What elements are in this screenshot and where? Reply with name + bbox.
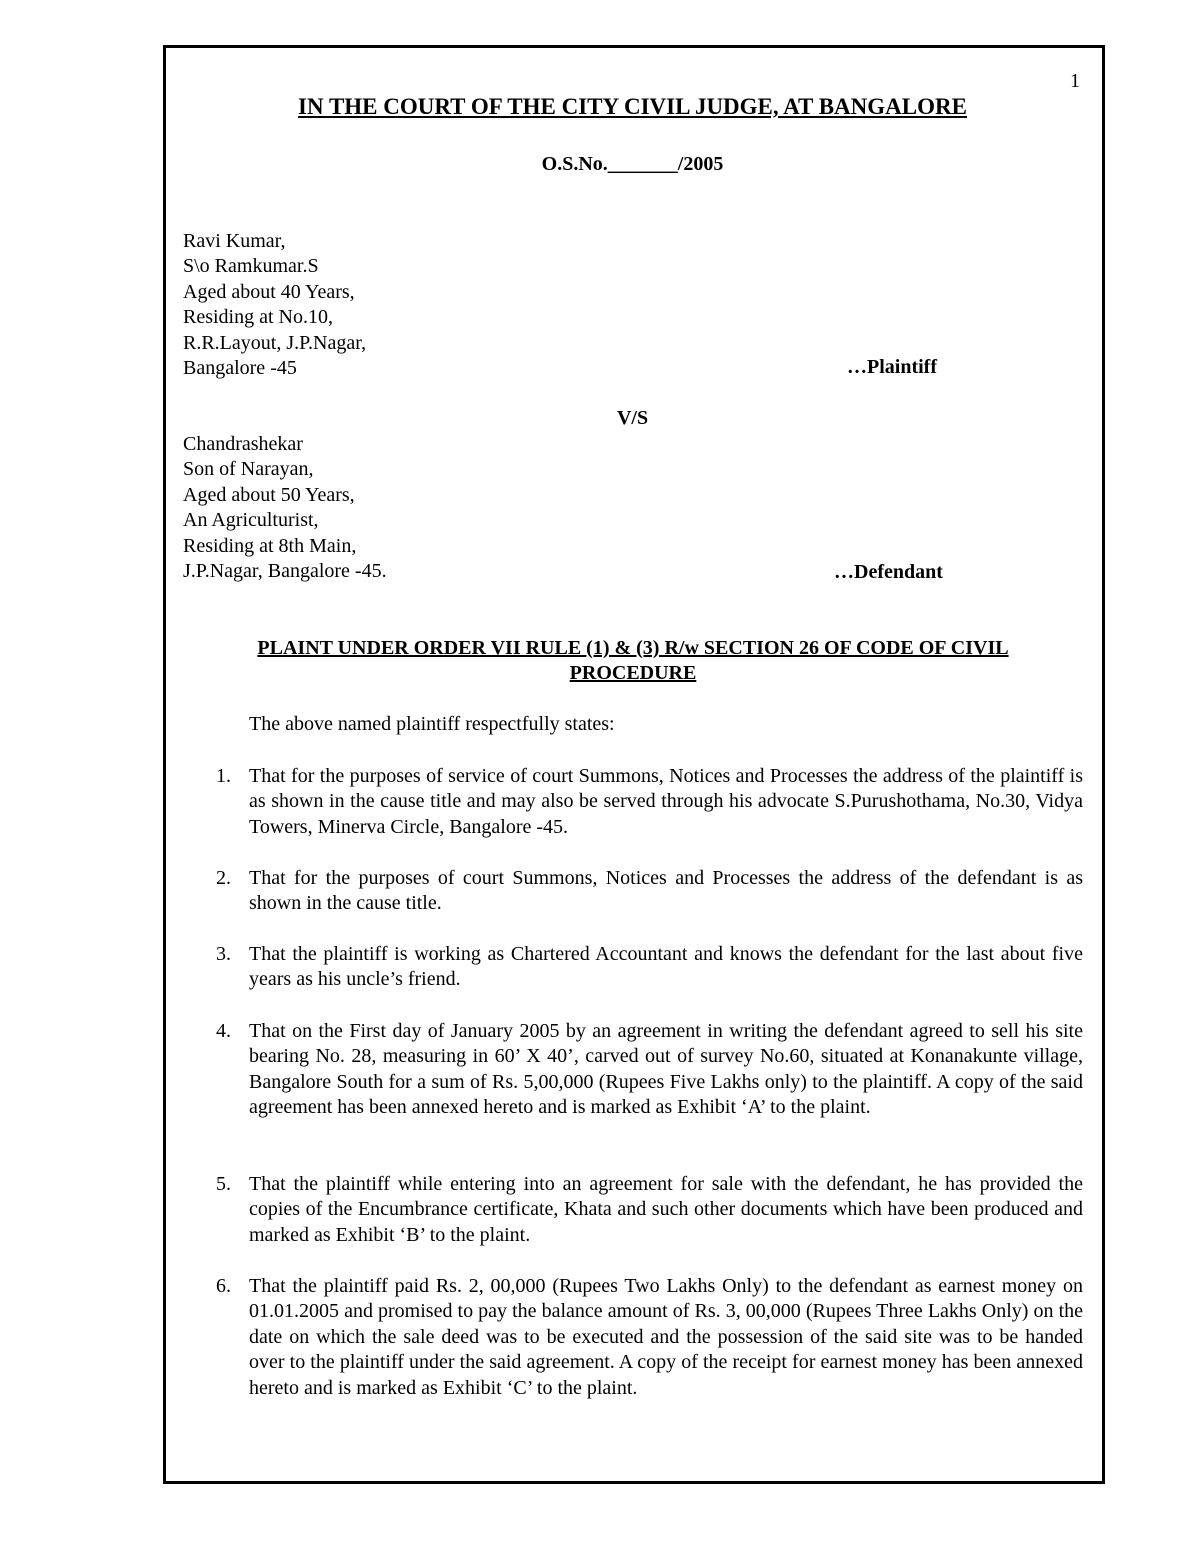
defendant-address [183,432,387,584]
paragraph-text: That for the purposes of court Summons, Notices and Processes the address of the defendant is as shown in the cause title. [249,867,1083,915]
defendant-label: …Defendant [834,561,943,583]
case-number: O.S.No._______/2005 [541,153,724,175]
paragraph-number: 4. [216,1020,231,1042]
paragraph-number: 1. [216,765,231,787]
plaintiff-line: Residing at No.10, [183,306,333,329]
paragraph-number: 3. [216,943,231,965]
plaintiff-address [183,229,366,381]
court-title: IN THE COURT OF THE CITY CIVIL JUDGE, AT BANGALORE [298,94,967,119]
defendant-line: Son of Narayan, [183,458,314,481]
plaintiff-line: Bangalore -45 [183,357,297,380]
plaintiff-line: R.R.Layout, J.P.Nagar, [183,331,367,354]
plaint-paragraph [216,764,1083,840]
defendant-line: An Agriculturist, [183,509,319,532]
defendant-line: Residing at 8th Main, [183,534,357,557]
paragraph-number: 5. [216,1173,231,1195]
defendant-line: Chandrashekar [183,433,303,455]
plaint-intro: The above named plaintiff respectfully states: [249,713,615,735]
plaintiff-line: S\o Ramkumar.S [183,255,319,278]
plaint-heading: PLAINT UNDER ORDER VII RULE (1) & (3) R/w SECTION 26 OF CODE OF CIVIL PROCEDURE [257,637,1009,685]
plaint-paragraph [216,1019,1083,1121]
paragraph-number: 2. [216,867,231,889]
page-number: 1 [1070,70,1080,92]
defendant-line: Aged about 50 Years, [183,483,355,506]
plaintiff-label: …Plaintiff [847,356,937,378]
plaint-paragraph [216,942,1083,993]
paragraph-number: 6. [216,1275,231,1297]
versus-label: V/S [616,407,649,429]
paragraph-text: That the plaintiff paid Rs. 2, 00,000 (Rupees Two Lakhs Only) to the defendant as earnest money on 01.01.2005 and promised to pay the balance amount of Rs. 3, 00,000 (Rupees Three Lakhs Only) on the date on which the sale deed was to be executed and the possession of the said site was to be handed over to the plaintiff under the said agreement. A copy of the receipt for earnest money has been annexed hereto and is marked as Exhibit ‘C’ to the plaint. [249,1275,1083,1399]
plaint-paragraph [216,1172,1083,1248]
paragraph-text: That on the First day of January 2005 by an agreement in writing the defendant agreed to sell his site bearing No. 28, measuring in 60’ X 40’, carved out of survey No.60, situated at Konanakunte village, Bangalore South for a sum of Rs. 5,00,000 (Rupees Five Lakhs only) to the plaintiff. A copy of the said agreement has been annexed hereto and is marked as Exhibit ‘A’ to the plaint. [249,1020,1083,1119]
plaint-paragraph [216,1274,1083,1401]
defendant-line: J.P.Nagar, Bangalore -45. [183,560,387,583]
paragraph-text: That the plaintiff while entering into an agreement for sale with the defendant, he has provided the copies of the Encumbrance certificate, Khata and such other documents which have been produced and marked as Exhibit ‘B’ to the plaint. [249,1173,1083,1246]
plaintiff-line: Ravi Kumar, [183,230,286,252]
plaintiff-line: Aged about 40 Years, [183,280,355,303]
plaint-paragraph [216,866,1083,917]
paragraph-text: That the plaintiff is working as Chartered Accountant and knows the defendant for the last about five years as his uncle’s friend. [249,943,1083,991]
paragraph-text: That for the purposes of service of court Summons, Notices and Processes the address of the plaintiff is as shown in the cause title and may also be served through his advocate S.Purushothama, No.30, Vidya Towers, Minerva Circle, Bangalore -45. [249,765,1083,838]
